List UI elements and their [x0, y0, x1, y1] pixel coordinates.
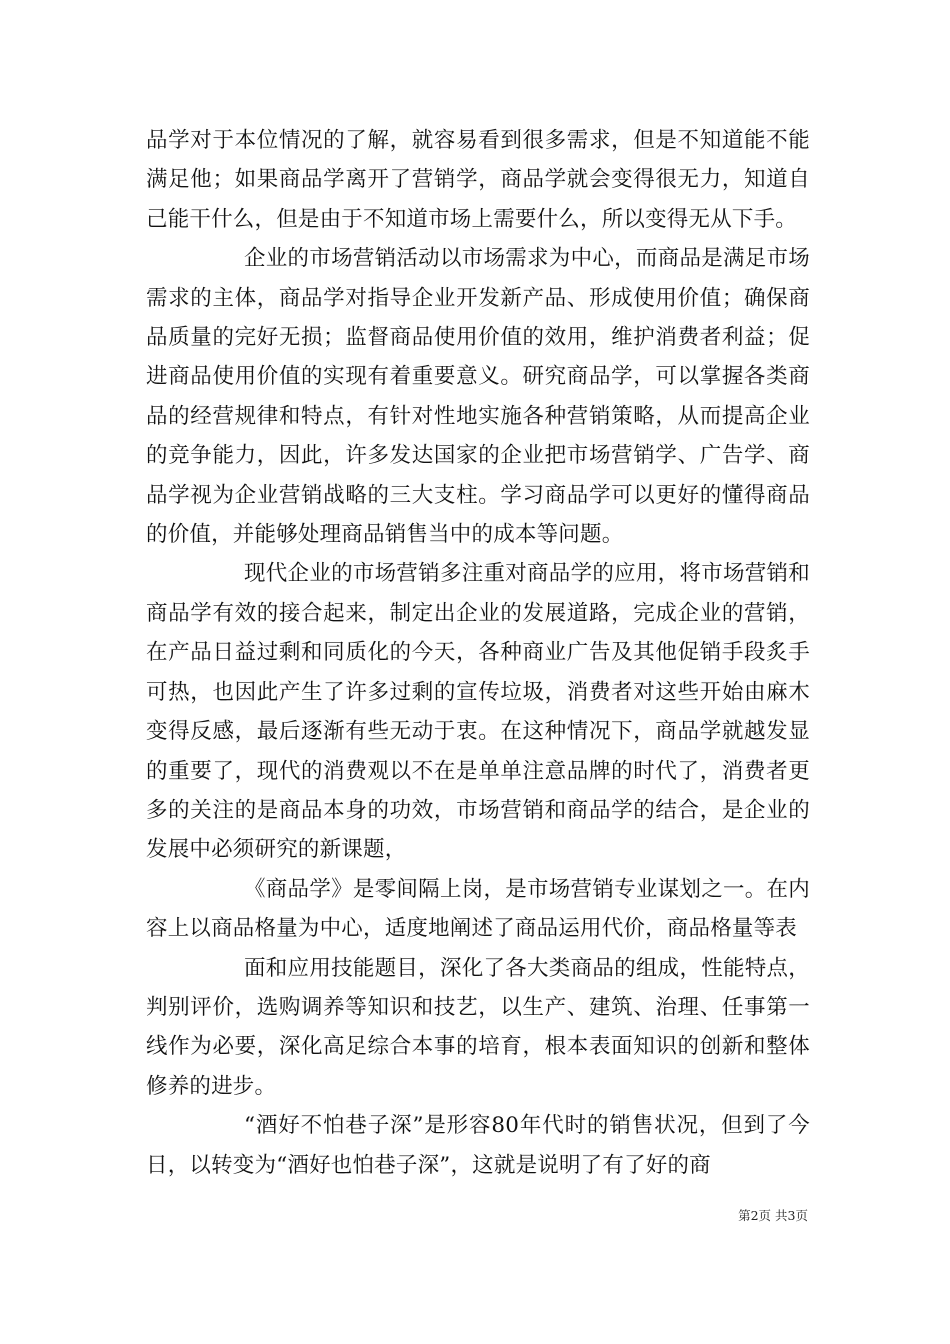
page-number-footer: 第2页 共3页 — [738, 1208, 808, 1223]
paragraph-4: 《商品学》是零间隔上岗，是市场营销专业谋划之一。在内容上以商品格量为中心，适度地阐述了商品运用代价，商品格量等表 — [146, 876, 810, 942]
paragraph-6: “酒好不怕巷子深”是形容80年代时的销售状况，但到了今日，以转变为“酒好也怕巷子深”，这就是说明了有了好的商 — [146, 1113, 810, 1178]
paragraph-2: 企业的市场营销活动以市场需求为中心，而商品是满足市场需求的主体，商品学对指导企业开发新产品、形成使用价值；确保商品质量的完好无损；监督商品使用价值的效用，维护消费者利益；促进商品使用价值的实现有着重要意义。研究商品学，可以掌握各类商品的经营规律和特点，有针对性地实施各种营销策略，从而提高企业的竞争能力，因此，许多发达国家的企业把市场营销学、广告学、商品学视为企业营销战略的三大支柱。学习商品学可以更好的懂得商品的价值，并能够处理商品销售当中的成本等问题。 — [146, 246, 810, 548]
paragraph-1: 品学对于本位情况的了解，就容易看到很多需求，但是不知道能不能满足他；如果商品学离开了营销学，商品学就会变得很无力，知道自己能干什么，但是由于不知道市场上需要什么，所以变得无从下手。 — [146, 128, 810, 232]
document-body — [146, 121, 810, 1185]
paragraph-3: 现代企业的市场营销多注重对商品学的应用，将市场营销和商品学有效的接合起来，制定出企业的发展道路，完成企业的营销，在产品日益过剩和同质化的今天，各种商业广告及其他促销手段炙手可热，也因此产生了许多过剩的宣传垃圾，消费者对这些开始由麻木变得反感，最后逐渐有些无动于衷。在这种情况下，商品学就越发显的重要了，现代的消费观以不在是单单注意品牌的时代了，消费者更多的关注的是商品本身的功效，市场营销和商品学的结合，是企业的发展中必须研究的新课题， — [146, 561, 810, 863]
paragraph-5: 面和应用技能题目，深化了各大类商品的组成，性能特点，判别评价，选购调养等知识和技艺，以生产、建筑、治理、任事第一线作为必要，深化高足综合本事的培育，根本表面知识的创新和整体修养的进步。 — [146, 955, 810, 1099]
